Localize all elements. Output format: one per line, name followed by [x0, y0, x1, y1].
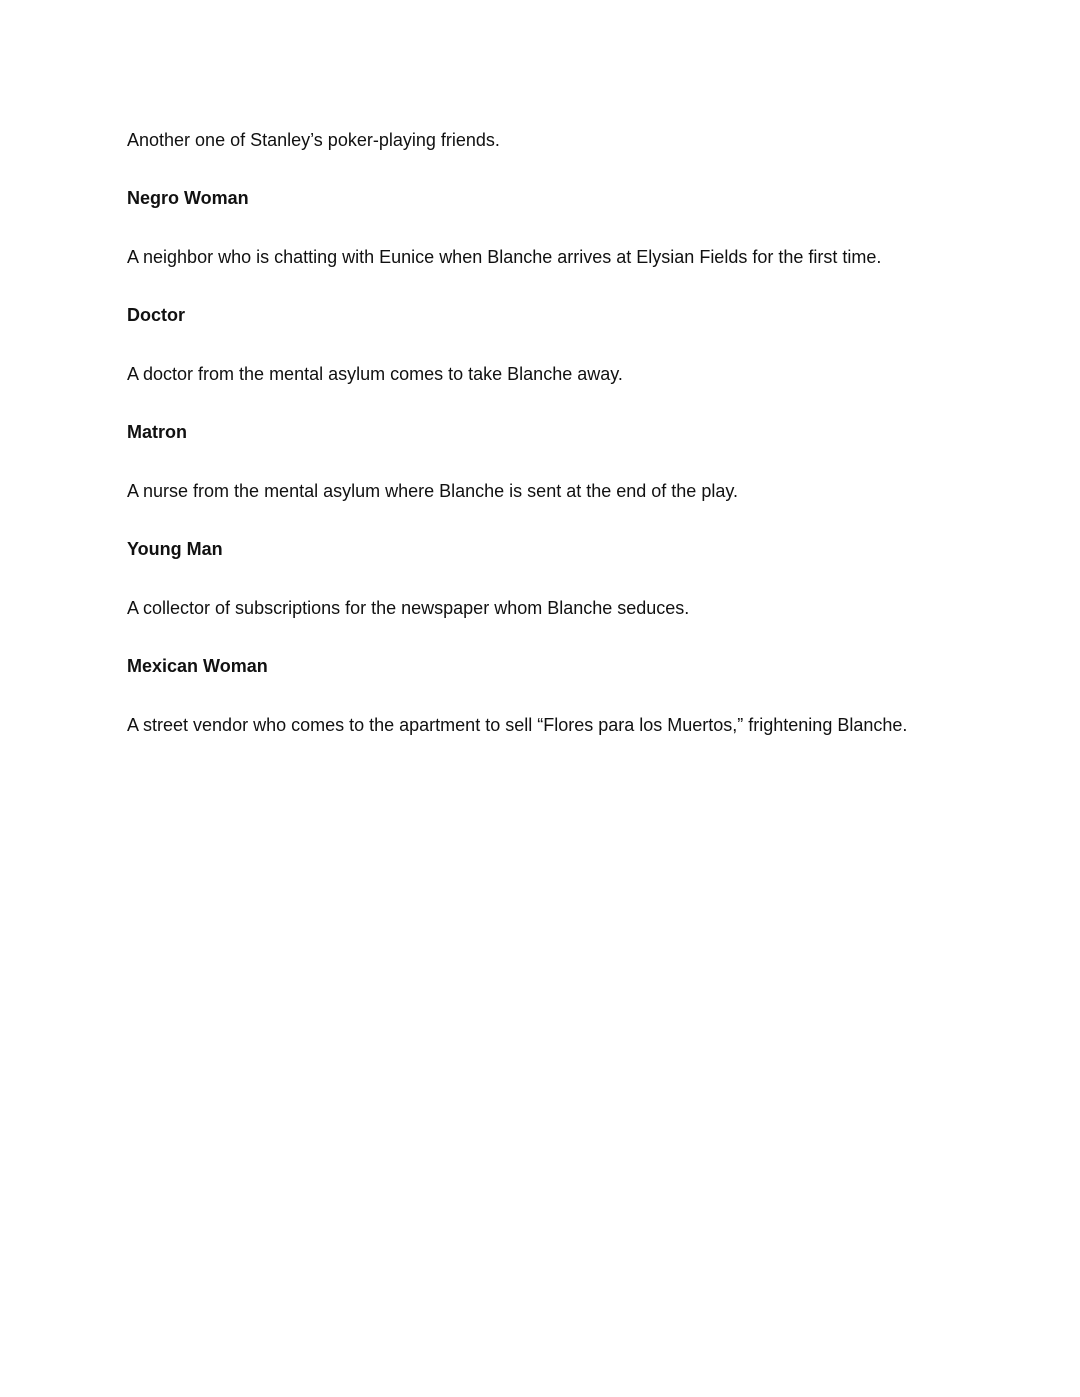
character-name: Mexican Woman [127, 656, 268, 676]
character-description: A street vendor who comes to the apartment to sell “Flores para los Muertos,” frightening Blanche. [127, 715, 908, 735]
character-description: A collector of subscriptions for the newspaper whom Blanche seduces. [127, 598, 690, 618]
character-name: Young Man [127, 539, 223, 559]
character-name: Negro Woman [127, 188, 249, 208]
intro-text: Another one of Stanley’s poker-playing friends. [127, 130, 500, 150]
character-description: A doctor from the mental asylum comes to take Blanche away. [127, 364, 623, 384]
character-description: A neighbor who is chatting with Eunice when Blanche arrives at Elysian Fields for the first time. [127, 247, 882, 267]
character-description: A nurse from the mental asylum where Blanche is sent at the end of the play. [127, 481, 738, 501]
character-name: Matron [127, 422, 187, 442]
character-name: Doctor [127, 305, 185, 325]
